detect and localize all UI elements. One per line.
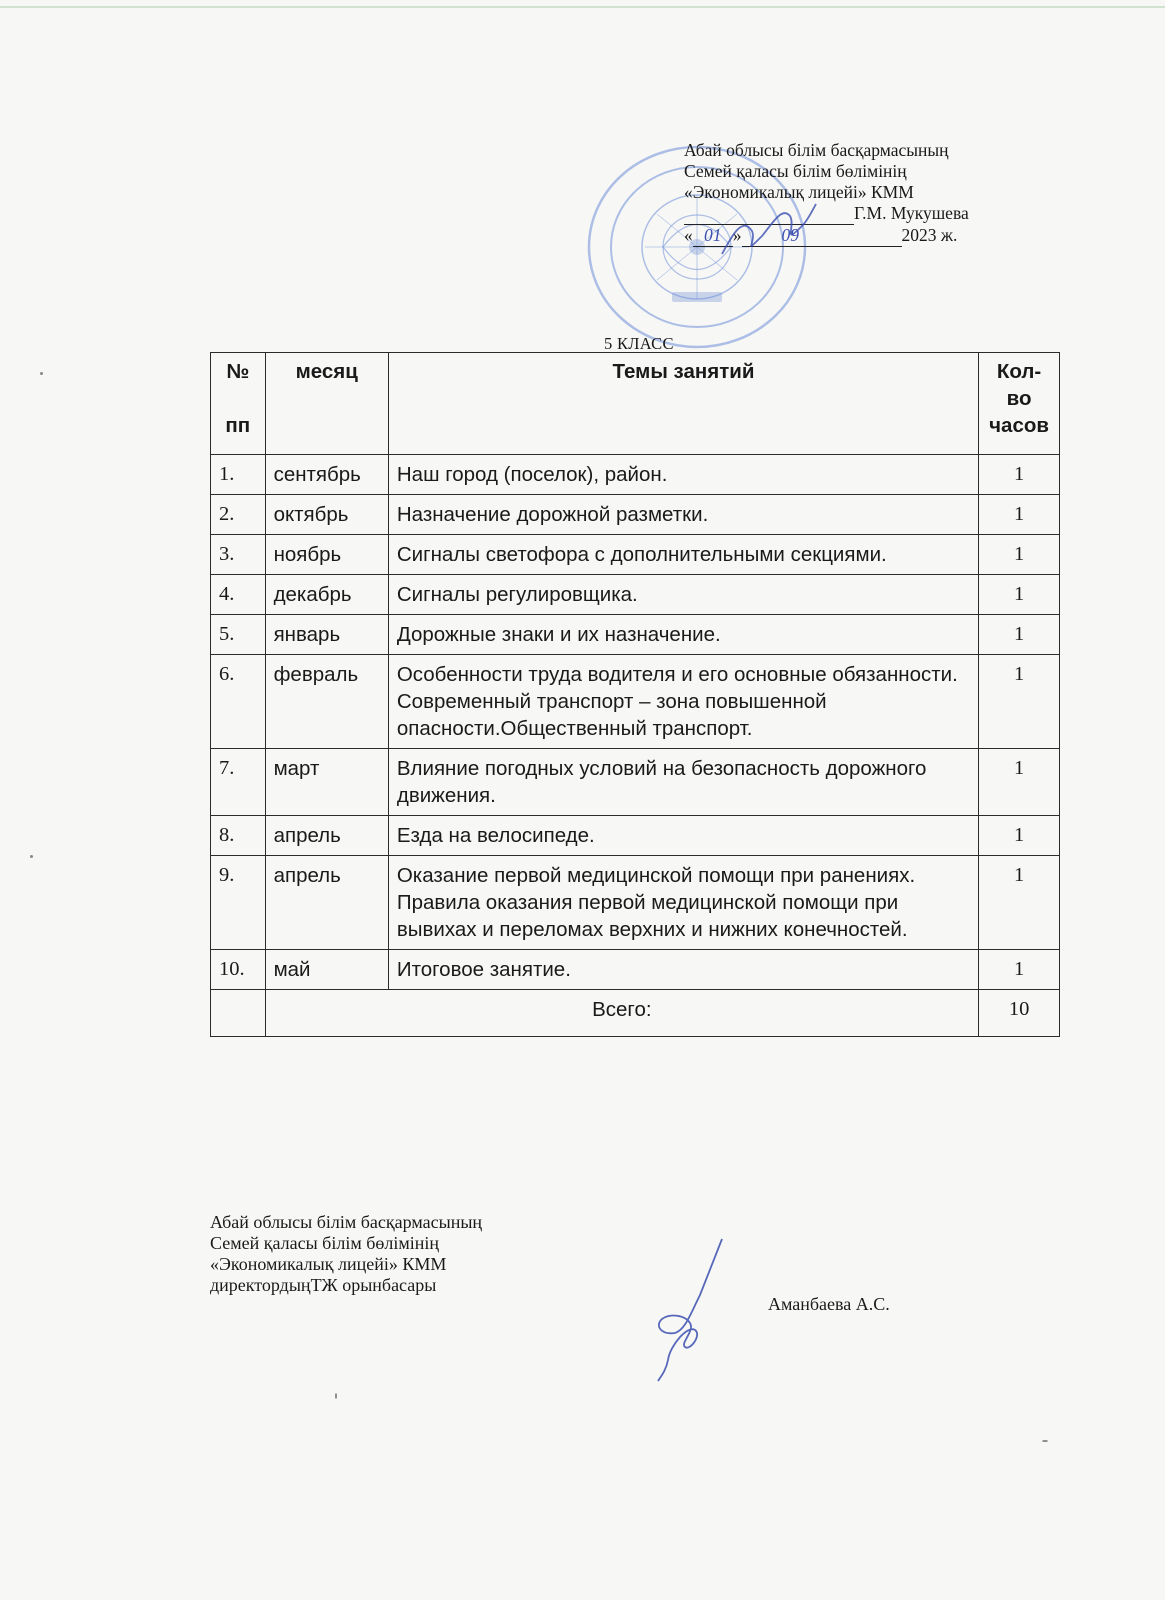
row-topic: Наш город (поселок), район. — [388, 455, 978, 495]
table-row — [211, 615, 1060, 655]
row-month: март — [265, 749, 388, 816]
header-num — [211, 353, 266, 455]
table-row — [211, 749, 1060, 816]
total-empty-cell — [211, 990, 266, 1037]
table-header-row — [211, 353, 1060, 455]
header-hours — [979, 353, 1060, 455]
row-hours: 1 — [979, 749, 1060, 816]
date-year: 2023 ж. — [901, 225, 958, 245]
row-hours: 1 — [979, 495, 1060, 535]
date-open-quote: « — [684, 225, 693, 245]
row-hours: 1 — [979, 856, 1060, 950]
total-label: Всего: — [265, 990, 979, 1037]
signature-icon — [640, 1235, 740, 1385]
date-close-quote: » — [732, 225, 742, 245]
lesson-plan-table — [210, 352, 1060, 1037]
table-row — [211, 950, 1060, 990]
row-num: 6. — [211, 655, 266, 749]
row-month: апрель — [265, 816, 388, 856]
approval-org-line3: «Экономикалық лицейі» КММ — [684, 182, 914, 202]
header-hours-line3: часов — [989, 414, 1049, 437]
approval-org-line1: Абай облысы білім басқармасының — [684, 140, 949, 160]
date-day: 01 — [693, 225, 733, 247]
footer-line1: Абай облысы білім басқармасының — [210, 1212, 483, 1232]
row-hours: 1 — [979, 655, 1060, 749]
row-hours: 1 — [979, 615, 1060, 655]
page-edge — [0, 6, 1165, 8]
footer-signer: Аманбаева А.С. — [768, 1294, 890, 1314]
footer-line4: директордыңТЖ орынбасары — [210, 1275, 437, 1295]
approval-signature-icon — [712, 196, 822, 266]
row-num: 9. — [211, 856, 266, 950]
header-num-line2: пп — [225, 414, 251, 437]
row-topic: Особенности труда водителя и его основные обязанности. Современный транспорт – зона повышенной опасности.Общественный транспорт. — [388, 655, 978, 749]
speck — [30, 855, 33, 858]
header-hours-line2: во — [1006, 387, 1032, 410]
row-month: январь — [265, 615, 388, 655]
footer-block — [210, 1212, 482, 1296]
row-num: 5. — [211, 615, 266, 655]
row-topic: Оказание первой медицинской помощи при ранениях. Правила оказания первой медицинской помощи при вывихах и переломах верхних и нижних конечностей. — [388, 856, 978, 950]
row-topic: Назначение дорожной разметки. — [388, 495, 978, 535]
speck — [335, 1393, 337, 1399]
table-row — [211, 455, 1060, 495]
row-num: 7. — [211, 749, 266, 816]
header-topic: Темы занятий — [388, 353, 978, 455]
speck — [1042, 1440, 1048, 1442]
row-hours: 1 — [979, 575, 1060, 615]
header-num-line1: № — [226, 360, 250, 383]
row-month: апрель — [265, 856, 388, 950]
row-topic: Езда на велосипеде. — [388, 816, 978, 856]
row-hours: 1 — [979, 535, 1060, 575]
row-num: 4. — [211, 575, 266, 615]
table-total-row — [211, 990, 1060, 1037]
row-hours: 1 — [979, 455, 1060, 495]
header-month: месяц — [265, 353, 388, 455]
row-month: февраль — [265, 655, 388, 749]
row-hours: 1 — [979, 816, 1060, 856]
approval-org-line2: Семей қаласы білім бөлімінің — [684, 161, 907, 181]
row-month: ноябрь — [265, 535, 388, 575]
row-hours: 1 — [979, 950, 1060, 990]
header-hours-line1: Кол- — [996, 360, 1042, 383]
row-topic: Итоговое занятие. — [388, 950, 978, 990]
footer-line2: Семей қаласы білім бөлімінің — [210, 1233, 440, 1253]
table-row — [211, 856, 1060, 950]
table-row — [211, 816, 1060, 856]
speck — [40, 372, 43, 375]
row-month: октябрь — [265, 495, 388, 535]
row-num: 2. — [211, 495, 266, 535]
footer-line3: «Экономикалық лицейі» КММ — [210, 1254, 447, 1274]
row-num: 8. — [211, 816, 266, 856]
row-month: май — [265, 950, 388, 990]
table-row — [211, 655, 1060, 749]
row-num: 1. — [211, 455, 266, 495]
date-month: 09 — [742, 225, 902, 247]
table-row — [211, 535, 1060, 575]
row-topic: Дорожные знаки и их назначение. — [388, 615, 978, 655]
table-row — [211, 495, 1060, 535]
row-num: 3. — [211, 535, 266, 575]
approval-signer: Г.М. Мукушева — [854, 203, 969, 223]
row-topic: Сигналы светофора с дополнительными секциями. — [388, 535, 978, 575]
row-month: сентябрь — [265, 455, 388, 495]
row-topic: Сигналы регулировщика. — [388, 575, 978, 615]
class-title: 5 КЛАСС — [604, 334, 674, 353]
row-topic: Влияние погодных условий на безопасность дорожного движения. — [388, 749, 978, 816]
total-value: 10 — [979, 990, 1060, 1037]
table-row — [211, 575, 1060, 615]
row-num: 10. — [211, 950, 266, 990]
row-month: декабрь — [265, 575, 388, 615]
